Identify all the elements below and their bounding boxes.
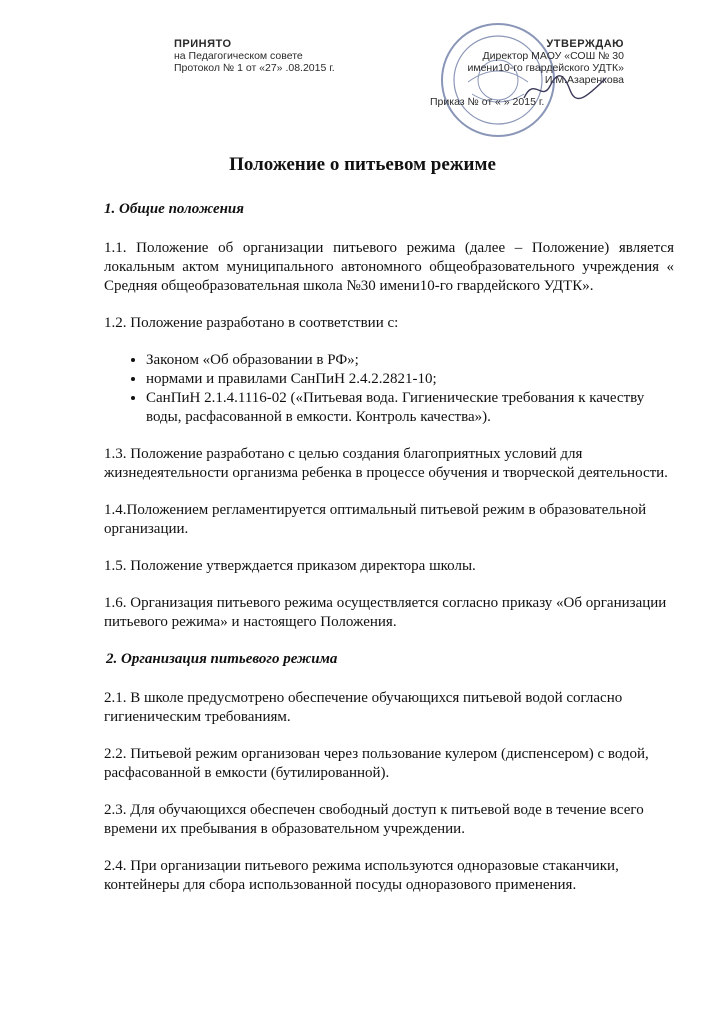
paragraph-2-3: 2.3. Для обучающихся обеспечен свободный доступ к питьевой воде в течение всего времени их пребывания в образовательном учреждении. [104, 802, 644, 837]
paragraph-1-3: 1.3. Положение разработано с целью создания благоприятных условий для жизнедеятельности организма ребенка в процессе обучения и творческой деятельности. [104, 446, 668, 481]
paragraph-2-1: 2.1. В школе предусмотрено обеспечение обучающихся питьевой водой согласно гигиеническим требованиям. [104, 690, 623, 725]
paragraph-1-2: 1.2. Положение разработано в соответствии с: [104, 315, 399, 331]
approved-position: Директор МАОУ «СОШ № 30 [482, 50, 624, 62]
approved-school: имени10-го гвардейского УДТК» [467, 62, 624, 74]
paragraph-1-4: 1.4.Положением регламентируется оптимальный питьевой режим в образовательной организации. [104, 502, 647, 537]
list-item: • нормами и правилами СанПиН 2.4.2.2821-10; [146, 370, 674, 389]
accepted-block [174, 38, 335, 74]
section-1-heading: 1. Общие положения [104, 201, 244, 217]
accepted-title: ПРИНЯТО [174, 38, 232, 50]
list-item: • СанПиН 2.1.4.1116-02 («Питьевая вода. Гигиенические требования к качеству воды, расфасованной в емкости. Контроль качества»). [146, 389, 674, 427]
approved-title: УТВЕРЖДАЮ [546, 38, 624, 50]
paragraph-2-2: 2.2. Питьевой режим организован через пользование кулером (диспенсером) с водой, расфасованной в емкости (бутилированной). [104, 746, 649, 781]
document-body [104, 200, 674, 913]
approved-director-name: И.М.Азаренкова [544, 74, 624, 86]
section-2-heading: 2. Организация питьевого режима [106, 651, 338, 667]
list-item: • Законом «Об образовании в РФ»; [146, 351, 674, 370]
approval-order-line: Приказ № от « » 2015 г. [430, 96, 545, 108]
paragraph-2-4: 2.4. При организации питьевого режима используются одноразовые стаканчики, контейнеры для сбора использованной посуды одноразового применения. [104, 858, 619, 893]
approval-header [168, 28, 630, 148]
accepted-council: на Педагогическом совете [174, 50, 303, 62]
accepted-protocol: Протокол № 1 от «27» .08.2015 г. [174, 62, 335, 74]
paragraph-1-6: 1.6. Организация питьевого режима осуществляется согласно приказу «Об организации питьевого режима» и настоящего Положения. [104, 595, 667, 630]
document-title: Положение о питьевом режиме [229, 154, 496, 175]
paragraph-1-5: 1.5. Положение утверждается приказом директора школы. [104, 558, 476, 574]
reference-list [104, 351, 674, 427]
paragraph-1-1: 1.1. Положение об организации питьевого режима (далее – Положение) является локальным актом муниципального автономного общеобразовательного учреждения « Средняя общеобразовательная школа №30 имени10-го гвардейского УДТК». [104, 240, 674, 294]
